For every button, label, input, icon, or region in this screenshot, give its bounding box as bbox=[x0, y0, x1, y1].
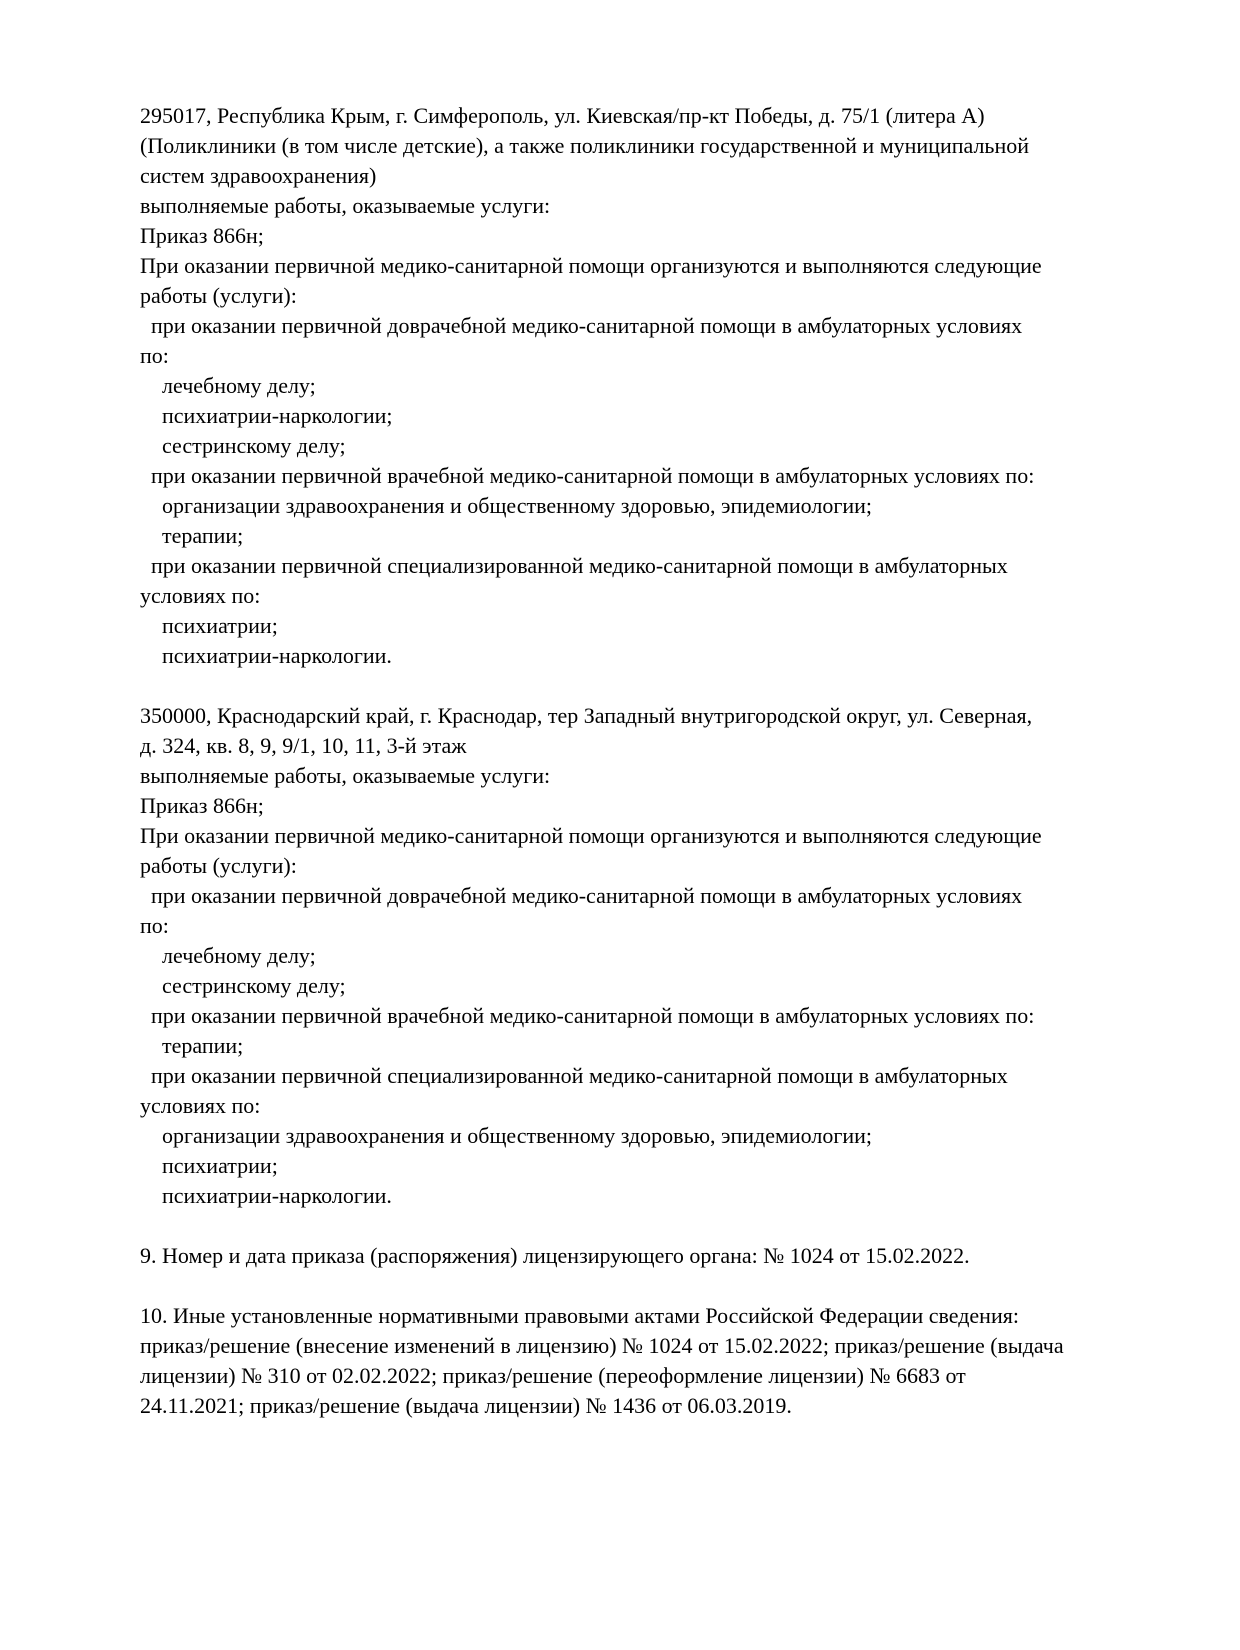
license-address-simferopol bbox=[140, 101, 1212, 671]
text-line: Приказ 866н; bbox=[140, 223, 264, 248]
text-line: при оказании первичной специализированной медико-санитарной помощи в амбулаторных bbox=[140, 553, 1008, 578]
text-line: 24.11.2021; приказ/решение (выдача лицензии) № 1436 от 06.03.2019. bbox=[140, 1393, 792, 1418]
text-line: организации здравоохранения и общественному здоровью, эпидемиологии; bbox=[140, 493, 873, 518]
text-line: выполняемые работы, оказываемые услуги: bbox=[140, 763, 551, 788]
text-line: психиатрии-наркологии; bbox=[140, 403, 393, 428]
text-line: 350000, Краснодарский край, г. Краснодар, тер Западный внутригородской округ, ул. Северная, bbox=[140, 703, 1033, 728]
document-body bbox=[140, 101, 1212, 1421]
text-line: лечебному делу; bbox=[140, 373, 316, 398]
text-line: При оказании первичной медико-санитарной помощи организуются и выполняются следующие bbox=[140, 823, 1042, 848]
text-line: приказ/решение (внесение изменений в лицензию) № 1024 от 15.02.2022; приказ/решение (выдача bbox=[140, 1333, 1064, 1358]
text-line: условиях по: bbox=[140, 583, 261, 608]
text-line: д. 324, кв. 8, 9, 9/1, 10, 11, 3-й этаж bbox=[140, 733, 467, 758]
text-line: работы (услуги): bbox=[140, 853, 297, 878]
text-line: психиатрии; bbox=[140, 613, 278, 638]
text-line: при оказании первичной врачебной медико-санитарной помощи в амбулаторных условиях по: bbox=[140, 463, 1035, 488]
text-line: При оказании первичной медико-санитарной помощи организуются и выполняются следующие bbox=[140, 253, 1042, 278]
text-line: психиатрии-наркологии. bbox=[140, 643, 392, 668]
text-line: сестринскому делу; bbox=[140, 973, 346, 998]
text-line: систем здравоохранения) bbox=[140, 163, 377, 188]
text-line: при оказании первичной доврачебной медико-санитарной помощи в амбулаторных условиях bbox=[140, 883, 1023, 908]
text-line: организации здравоохранения и общественному здоровью, эпидемиологии; bbox=[140, 1123, 873, 1148]
clause-10-other-information bbox=[140, 1301, 1212, 1421]
text-line: терапии; bbox=[140, 523, 244, 548]
text-line: Приказ 866н; bbox=[140, 793, 264, 818]
text-line: при оказании первичной специализированной медико-санитарной помощи в амбулаторных bbox=[140, 1063, 1008, 1088]
text-line: выполняемые работы, оказываемые услуги: bbox=[140, 193, 551, 218]
text-line: при оказании первичной доврачебной медико-санитарной помощи в амбулаторных условиях bbox=[140, 313, 1023, 338]
text-line: (Поликлиники (в том числе детские), а также поликлиники государственной и муниципальной bbox=[140, 133, 1030, 158]
license-address-krasnodar bbox=[140, 701, 1212, 1211]
text-line: терапии; bbox=[140, 1033, 244, 1058]
text-line: 10. Иные установленные нормативными правовыми актами Российской Федерации сведения: bbox=[140, 1303, 1019, 1328]
text-line: лицензии) № 310 от 02.02.2022; приказ/решение (переоформление лицензии) № 6683 от bbox=[140, 1363, 966, 1388]
text-line: по: bbox=[140, 913, 169, 938]
text-line: условиях по: bbox=[140, 1093, 261, 1118]
text-line: сестринскому делу; bbox=[140, 433, 346, 458]
text-line: лечебному делу; bbox=[140, 943, 316, 968]
text-line: 9. Номер и дата приказа (распоряжения) лицензирующего органа: № 1024 от 15.02.2022. bbox=[140, 1243, 970, 1268]
text-line: работы (услуги): bbox=[140, 283, 297, 308]
text-line: при оказании первичной врачебной медико-санитарной помощи в амбулаторных условиях по: bbox=[140, 1003, 1035, 1028]
text-line: 295017, Республика Крым, г. Симферополь, ул. Киевская/пр-кт Победы, д. 75/1 (литера А) bbox=[140, 103, 985, 128]
text-line: по: bbox=[140, 343, 169, 368]
text-line: психиатрии-наркологии. bbox=[140, 1183, 392, 1208]
clause-9-order-number bbox=[140, 1241, 1212, 1271]
text-line: психиатрии; bbox=[140, 1153, 278, 1178]
